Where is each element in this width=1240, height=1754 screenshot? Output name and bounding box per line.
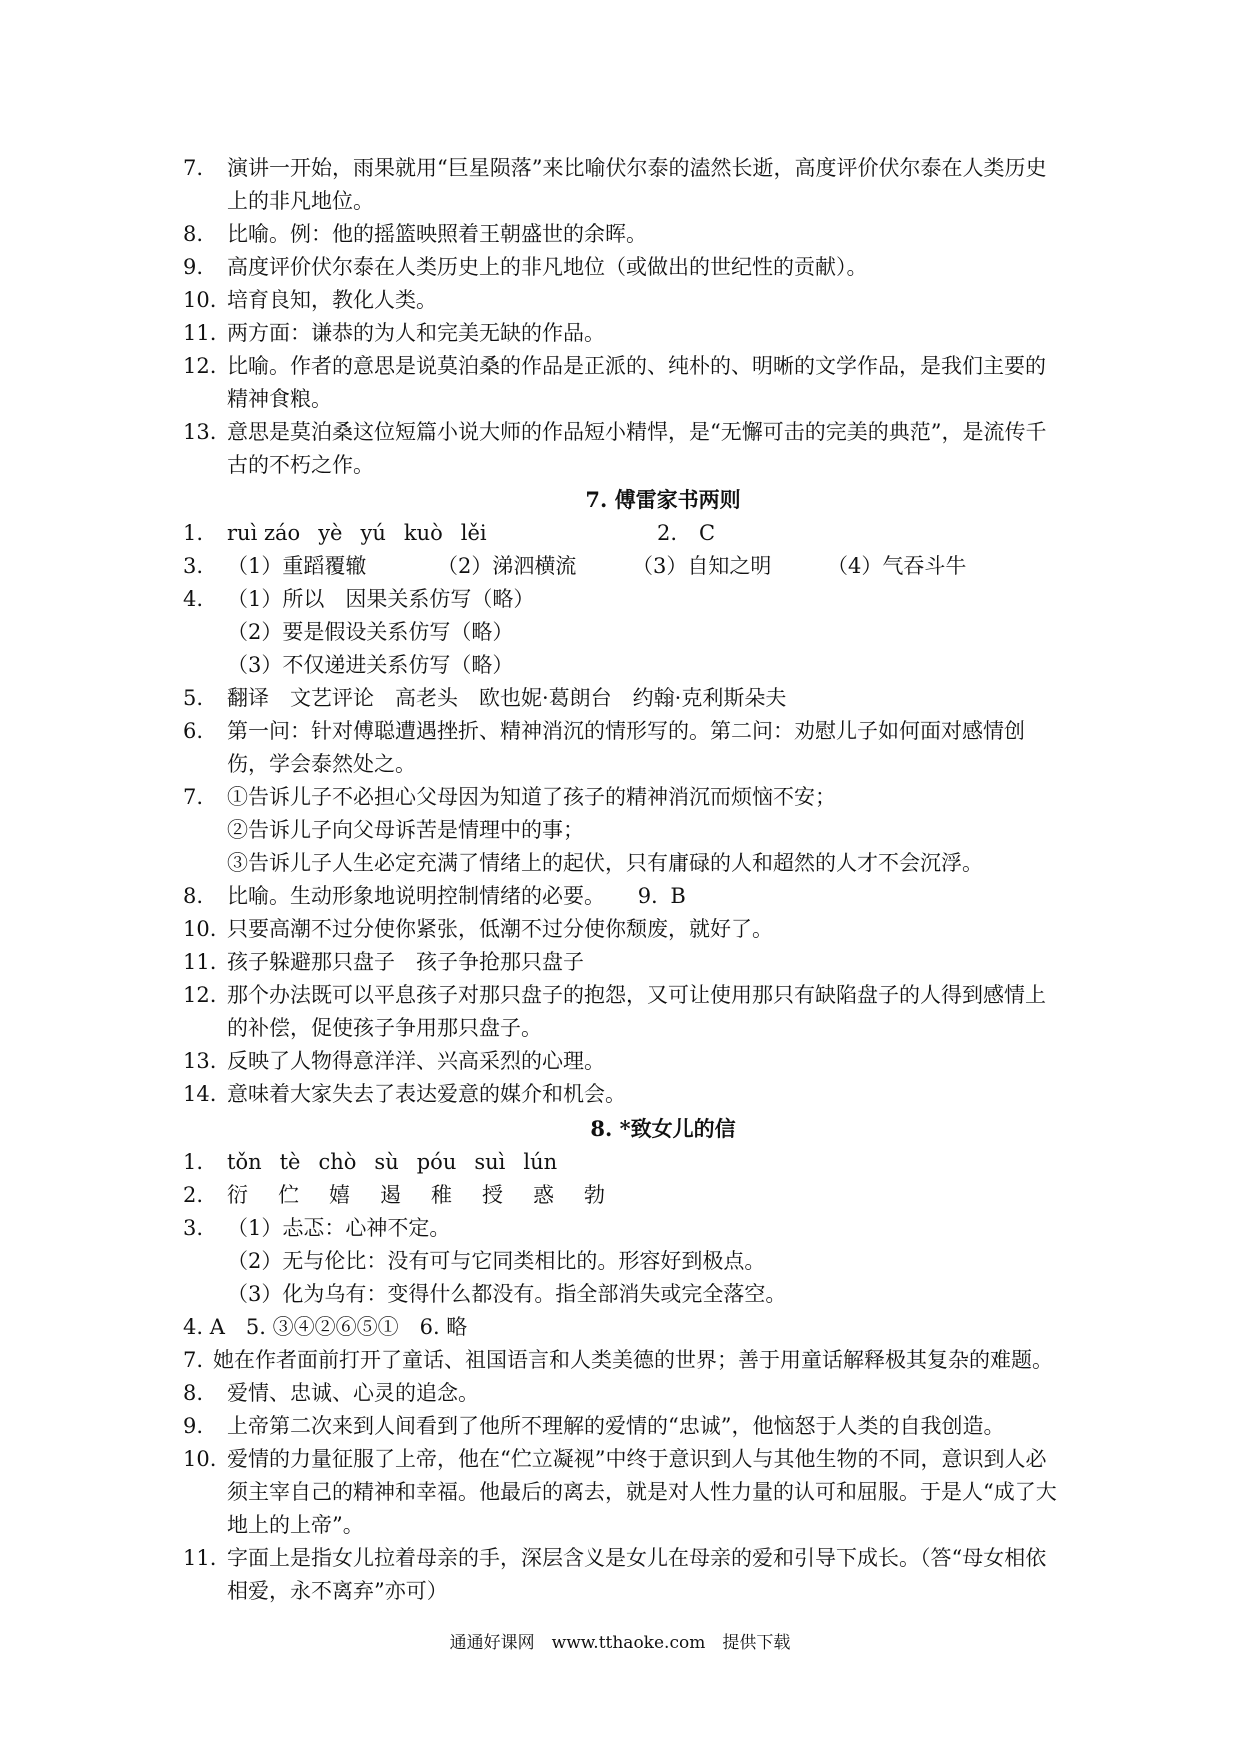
- answer-number: 5.: [183, 686, 204, 710]
- pinyin: yú: [360, 521, 386, 545]
- answer-text: 意思是莫泊桑这位短篇小说大师的作品短小精悍，是“无懈可击的完美的典范”，是流传千古的不朽之作。: [227, 420, 1047, 477]
- answer-item: [183, 946, 1063, 979]
- answer-content: [183, 152, 1063, 1608]
- pinyin: póu: [416, 1150, 457, 1174]
- answer-text: C: [699, 521, 716, 545]
- character: 嬉: [329, 1183, 350, 1207]
- answer-item: [183, 416, 1063, 482]
- answer-part: （1）所以 因果关系仿写（略）: [227, 587, 535, 611]
- answer-item: [183, 979, 1063, 1045]
- answer-item: [183, 251, 1063, 284]
- page-footer: 通通好课网 www.tthaoke.com 提供下载: [449, 1633, 791, 1653]
- answer-text: 培育良知，教化人类。: [227, 288, 437, 312]
- answer-number: 7.: [183, 156, 204, 180]
- answer-part: （3）自知之明: [632, 554, 772, 578]
- pinyin: chò: [318, 1150, 357, 1174]
- answer-part: （4）气吞斗牛: [827, 554, 967, 578]
- answer-item: [183, 913, 1063, 946]
- pinyin: sù: [374, 1150, 399, 1174]
- answer-number: 3.: [183, 1216, 204, 1240]
- answer-part: （2）要是假设关系仿写（略）: [227, 620, 514, 644]
- answer-number: 1.: [183, 521, 204, 545]
- answer-part: （3）不仅递进关系仿写（略）: [227, 653, 514, 677]
- answer-number: 12.: [183, 354, 217, 378]
- answer-number: 7.: [183, 1348, 204, 1372]
- answer-text: 那个办法既可以平息孩子对那只盘子的抱怨，又可让使用那只有缺陷盘子的人得到感情上的补偿，促使孩子争用那只盘子。: [227, 983, 1046, 1040]
- pinyin: yè: [318, 521, 343, 545]
- answer-item: [183, 1146, 1063, 1179]
- answer-item: [183, 350, 1063, 416]
- answer-text: 爱情的力量征服了上帝，他在“伫立凝视”中终于意识到人与其他生物的不同，意识到人必须主宰自己的精神和幸福。他最后的离去，就是对人性力量的认可和屈服。于是人“成了大地上的上帝”。: [227, 1447, 1057, 1537]
- answer-item: [183, 1377, 1063, 1410]
- pinyin-answers: [227, 1150, 575, 1174]
- answer-number: 2.: [657, 521, 678, 545]
- answer-text: B: [670, 884, 686, 908]
- character-answers: [227, 1183, 635, 1207]
- answer-text: 第一问：针对傅聪遭遇挫折、精神消沉的情形写的。第二问：劝慰儿子如何面对感情创伤，学会泰然处之。: [227, 719, 1025, 776]
- answer-item: [183, 317, 1063, 350]
- answer-item: [183, 880, 1063, 913]
- character: 衍: [227, 1183, 248, 1207]
- answer-text: 她在作者面前打开了童话、祖国语言和人类美德的世界；善于用童话解释极其复杂的难题。: [213, 1348, 1053, 1372]
- answer-number: 10.: [183, 288, 217, 312]
- answer-text: 比喻。生动形象地说明控制情绪的必要。: [227, 884, 605, 908]
- answer-text: 翻译 文艺评论 高老头 欧也妮·葛朗台 约翰·克利斯朵夫: [227, 686, 787, 710]
- answer-number: 14.: [183, 1082, 217, 1106]
- answer-number: 9.: [637, 884, 658, 908]
- answer-number: 4.: [183, 587, 204, 611]
- pinyin: lěi: [460, 521, 487, 545]
- pinyin: ruì záo: [227, 521, 301, 545]
- answer-item: [183, 1410, 1063, 1443]
- answer-text: 只要高潮不过分使你紧张，低潮不过分使你颓废，就好了。: [227, 917, 773, 941]
- answer-number: 2.: [183, 1183, 204, 1207]
- pinyin: suì: [474, 1150, 506, 1174]
- answer-text: 比喻。例：他的摇篮映照着王朝盛世的余晖。: [227, 222, 647, 246]
- answer-number: 9.: [183, 255, 204, 279]
- answer-number: 13.: [183, 420, 217, 444]
- answer-part: ③告诉儿子人生必定充满了情绪上的起伏，只有庸碌的人和超然的人才不会沉浮。: [227, 851, 983, 875]
- answer-number: 11.: [183, 1546, 217, 1570]
- answer-number: 8.: [183, 1381, 204, 1405]
- answer-part: ①告诉儿子不必担心父母因为知道了孩子的精神消沉而烦恼不安；: [227, 785, 836, 809]
- answer-text: 演讲一开始，雨果就用“巨星陨落”来比喻伏尔泰的溘然长逝，高度评价伏尔泰在人类历史上的非凡地位。: [227, 156, 1047, 213]
- answer-number: 11.: [183, 321, 217, 345]
- answer-text: 两方面：谦恭的为人和完美无缺的作品。: [227, 321, 605, 345]
- character: 授: [482, 1183, 503, 1207]
- answer-number: 8.: [183, 222, 204, 246]
- answer-number: 8.: [183, 884, 204, 908]
- answer-item: [183, 1078, 1063, 1111]
- answer-item: [183, 284, 1063, 317]
- answer-text: 意味着大家失去了表达爱意的媒介和机会。: [227, 1082, 626, 1106]
- answer-item: [183, 1542, 1063, 1608]
- answer-number: 10.: [183, 1447, 217, 1471]
- answer-number: 6.: [183, 719, 204, 743]
- answer-number: 9.: [183, 1414, 204, 1438]
- answer-number: 13.: [183, 1049, 217, 1073]
- pinyin: tǒn: [227, 1150, 262, 1174]
- answer-item: [183, 218, 1063, 251]
- answer-text: 爱情、忠诚、心灵的追念。: [227, 1381, 479, 1405]
- answer-item: [183, 682, 1063, 715]
- answer-item: [183, 517, 1063, 550]
- character: 遏: [380, 1183, 401, 1207]
- answer-item: [183, 715, 1063, 781]
- answer-item: [183, 1443, 1063, 1542]
- answer-item: [183, 1045, 1063, 1078]
- answer-text: 比喻。作者的意思是说莫泊桑的作品是正派的、纯朴的、明晰的文学作品，是我们主要的精神食粮。: [227, 354, 1046, 411]
- answer-number: 7.: [183, 785, 204, 809]
- section-title: 8. *致女儿的信: [590, 1116, 736, 1141]
- answer-item: [183, 1212, 1063, 1311]
- answer-item: [183, 583, 1063, 682]
- character: 稚: [431, 1183, 452, 1207]
- answer-number: 1.: [183, 1150, 204, 1174]
- pinyin-answers: [227, 517, 657, 550]
- answer-text: 上帝第二次来到人间看到了他所不理解的爱情的“忠诚”，他恼怒于人类的自我创造。: [227, 1414, 1005, 1438]
- answer-text: 孩子躲避那只盘子 孩子争抢那只盘子: [227, 950, 584, 974]
- answer-part: （1）重蹈覆辙: [227, 554, 367, 578]
- answer-number: 10.: [183, 917, 217, 941]
- answer-item: [183, 781, 1063, 880]
- answer-number: 3.: [183, 554, 204, 578]
- character: 勃: [584, 1183, 605, 1207]
- answer-text: 反映了人物得意洋洋、兴高采烈的心理。: [227, 1049, 605, 1073]
- answer-part: ②告诉儿子向父母诉苦是情理中的事；: [227, 818, 584, 842]
- pinyin: tè: [279, 1150, 301, 1174]
- answer-number: 11.: [183, 950, 217, 974]
- answer-line: 4. A 5. ③④②⑥⑤① 6. 略: [183, 1315, 468, 1339]
- answer-part: （2）无与伦比：没有可与它同类相比的。形容好到极点。: [227, 1249, 766, 1273]
- answer-item: [183, 550, 1063, 583]
- answer-part: （1）忐忑：心神不定。: [227, 1216, 451, 1240]
- section-title: 7. 傅雷家书两则: [585, 487, 741, 512]
- pinyin: kuò: [403, 521, 443, 545]
- answer-item: [183, 152, 1063, 218]
- answer-part: （3）化为乌有：变得什么都没有。指全部消失或完全落空。: [227, 1282, 787, 1306]
- character: 惑: [533, 1183, 554, 1207]
- answer-item: [183, 1344, 1063, 1377]
- answer-text: 高度评价伏尔泰在人类历史上的非凡地位（或做出的世纪性的贡献）。: [227, 255, 868, 279]
- answer-part: （2）涕泗横流: [437, 554, 577, 578]
- answer-text: 字面上是指女儿拉着母亲的手，深层含义是女儿在母亲的爱和引导下成长。（答“母女相依相爱，永不离弃”亦可）: [227, 1546, 1047, 1603]
- answer-number: 12.: [183, 983, 217, 1007]
- pinyin: lún: [523, 1150, 558, 1174]
- answer-item: [183, 1179, 1063, 1212]
- character: 伫: [278, 1183, 299, 1207]
